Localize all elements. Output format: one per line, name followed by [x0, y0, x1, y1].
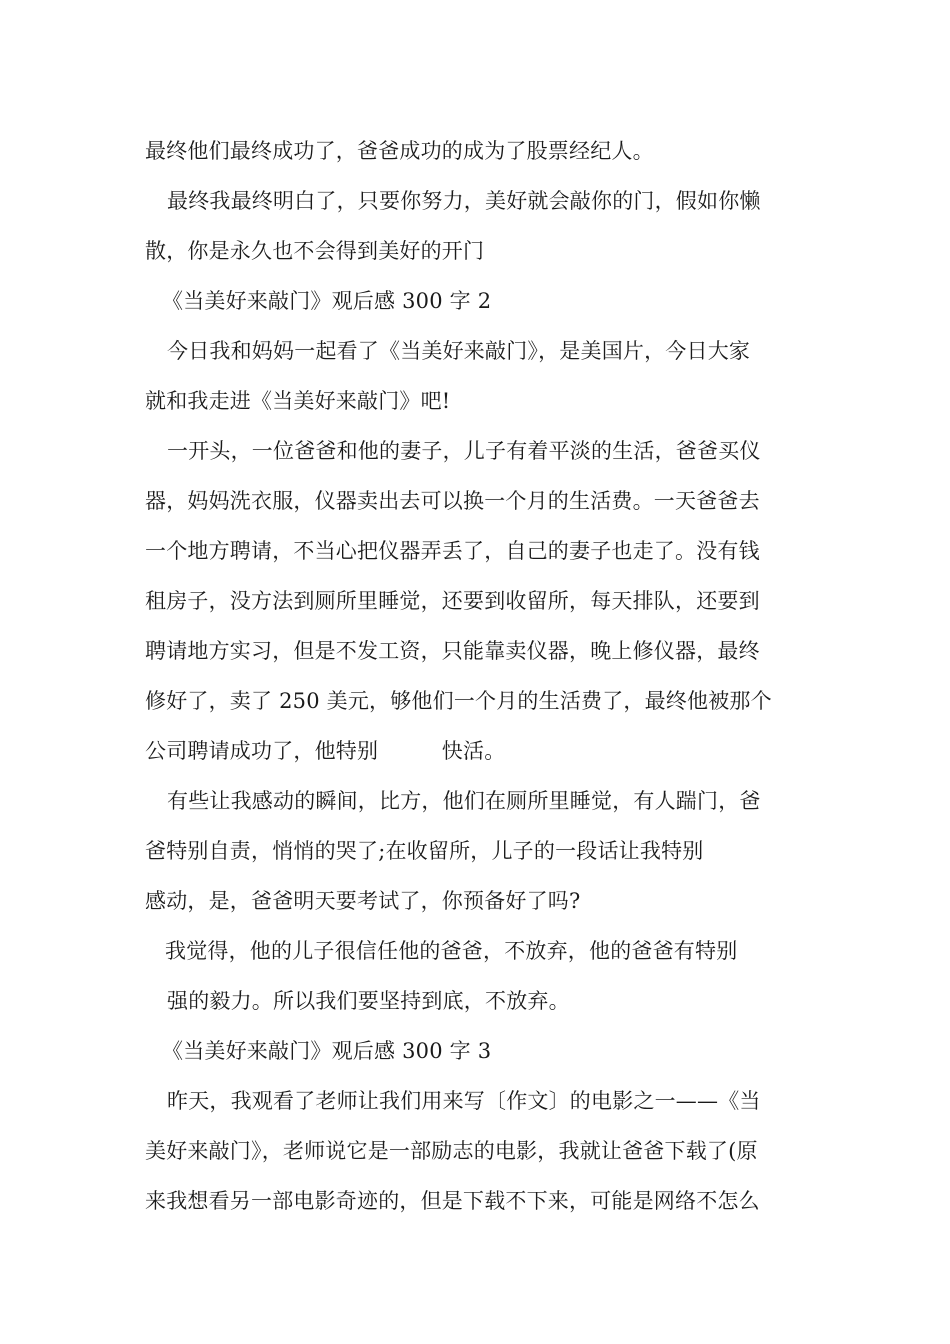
- text-line: 来我想看另一部电影奇迹的，但是下载不下来，可能是网络不怎么: [145, 1189, 760, 1213]
- text-line: 有些让我感动的瞬间，比方，他们在厕所里睡觉，有人踹门，爸: [167, 789, 761, 813]
- text-line: 美好来敲门》，老师说它是一部励志的电影，我就让爸爸下载了(原: [145, 1139, 758, 1163]
- section-heading: 《当美好来敲门》观后感 300 字 2: [162, 289, 492, 313]
- text-line: 修好了，卖了 250 美元，够他们一个月的生活费了，最终他被那个: [145, 689, 772, 713]
- text-line: 强的毅力。所以我们要坚持到底，不放弃。: [167, 989, 570, 1013]
- text-line: 今日我和妈妈一起看了《当美好来敲门》，是美国片，今日大家: [167, 339, 751, 363]
- text-line: 一开头，一位爸爸和他的妻子，儿子有着平淡的生活，爸爸买仪: [167, 439, 761, 463]
- text-line: 最终我最终明白了，只要你努力，美好就会敲你的门，假如你懒: [167, 189, 761, 213]
- text-line: 感动，是，爸爸明天要考试了，你预备好了吗?: [145, 889, 581, 913]
- text-line: 聘请地方实习，但是不发工资，只能靠卖仪器，晚上修仪器，最终: [145, 639, 760, 663]
- text-line: 我觉得，他的儿子很信任他的爸爸，不放弃，他的爸爸有特别: [165, 939, 738, 963]
- section-heading: 《当美好来敲门》观后感 300 字 3: [162, 1039, 492, 1063]
- text-line: 就和我走进《当美好来敲门》吧!: [145, 389, 451, 413]
- text-line: 一个地方聘请，不当心把仪器弄丢了，自己的妻子也走了。没有钱: [145, 539, 760, 563]
- text-line: 器，妈妈洗衣服，仪器卖出去可以换一个月的生活费。一天爸爸去: [145, 489, 760, 513]
- text-line: 散，你是永久也不会得到美好的开门: [145, 239, 485, 263]
- text-line: 最终他们最终成功了，爸爸成功的成为了股票经纪人。: [145, 139, 654, 163]
- text-line: 租房子，没方法到厕所里睡觉，还要到收留所，每天排队，还要到: [145, 589, 760, 613]
- text-line: 爸特别自责，悄悄的哭了;在收留所，儿子的一段话让我特别: [145, 839, 704, 863]
- text-line: 公司聘请成功了，他特别 快活。: [145, 739, 506, 763]
- text-line: 昨天，我观看了老师让我们用来写〔作文〕的电影之一——《当: [167, 1089, 761, 1113]
